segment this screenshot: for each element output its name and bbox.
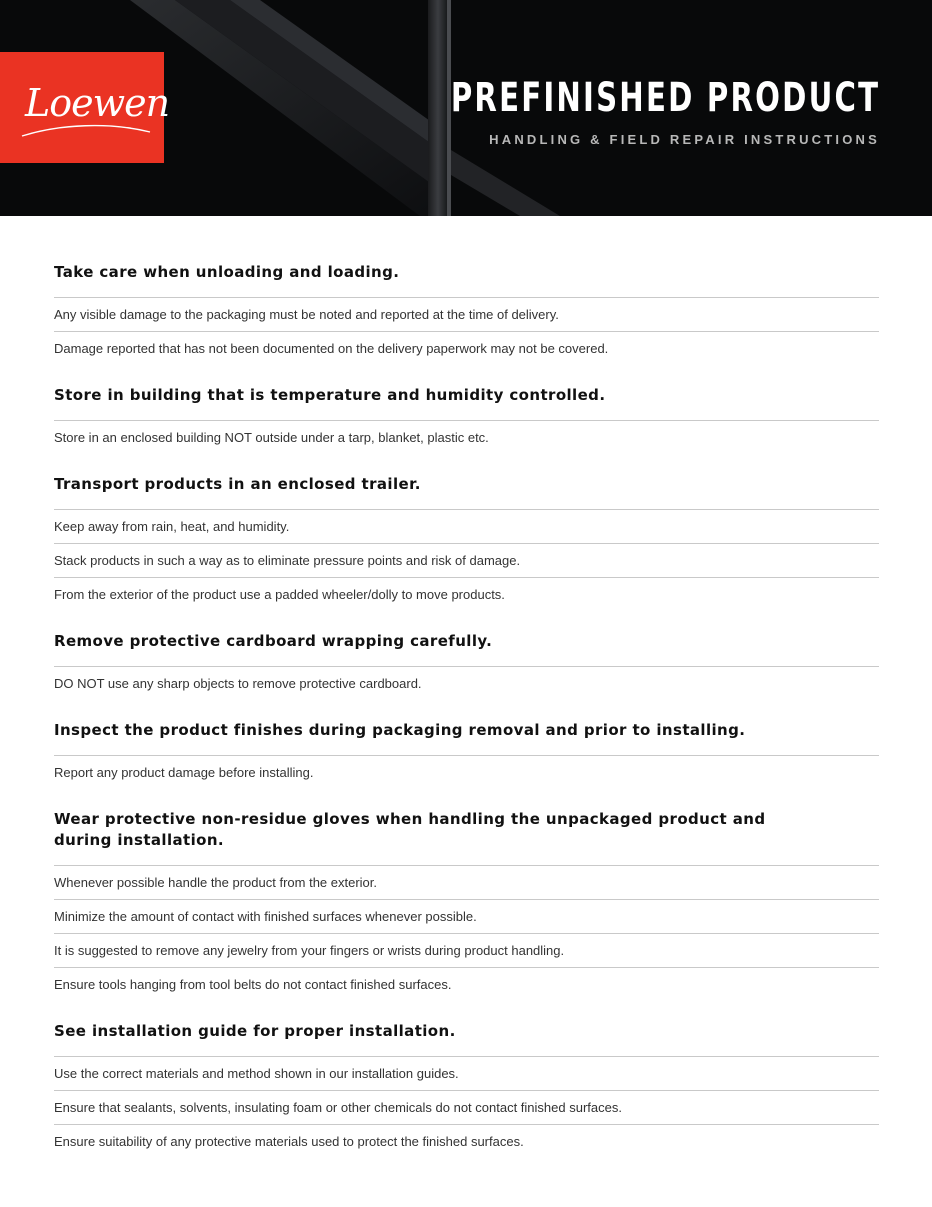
list-item: Store in an enclosed building NOT outside under a tarp, blanket, plastic etc. xyxy=(54,420,879,454)
list-item: Whenever possible handle the product from the exterior. xyxy=(54,865,879,899)
section-transport xyxy=(54,466,879,611)
section-unwrapping xyxy=(54,623,879,700)
logo-text: Loewen xyxy=(25,81,170,125)
list-item: Use the correct materials and method shown in our installation guides. xyxy=(54,1056,879,1090)
instructions-list xyxy=(54,254,879,1158)
section-unloading xyxy=(54,254,879,365)
list-item: Report any product damage before installing. xyxy=(54,755,879,789)
section-title: Store in building that is temperature and humidity controlled. xyxy=(54,386,606,404)
loewen-logo xyxy=(0,52,170,163)
section-installation xyxy=(54,1013,879,1158)
section-title: Transport products in an enclosed trailer. xyxy=(54,475,421,493)
section-title: Remove protective cardboard wrapping carefully. xyxy=(54,632,493,650)
list-item: It is suggested to remove any jewelry from your fingers or wrists during product handling. xyxy=(54,933,879,967)
list-item: Ensure that sealants, solvents, insulating foam or other chemicals do not contact finished surfaces. xyxy=(54,1090,879,1124)
list-item: Ensure suitability of any protective materials used to protect the finished surfaces. xyxy=(54,1124,879,1158)
section-gloves xyxy=(54,801,879,1001)
section-inspection xyxy=(54,712,879,789)
page-title: PREFINISHED PRODUCT xyxy=(450,75,880,121)
list-item: Stack products in such a way as to eliminate pressure points and risk of damage. xyxy=(54,543,879,577)
list-item: DO NOT use any sharp objects to remove protective cardboard. xyxy=(54,666,879,700)
section-title: Inspect the product finishes during packaging removal and prior to installing. xyxy=(54,721,746,739)
section-title: Take care when unloading and loading. xyxy=(54,263,400,281)
section-storage xyxy=(54,377,879,454)
section-title: Wear protective non-residue gloves when handling the unpackaged product and during installation. xyxy=(54,810,766,849)
section-title: See installation guide for proper installation. xyxy=(54,1022,456,1040)
header-banner xyxy=(0,0,932,216)
list-item: Minimize the amount of contact with finished surfaces whenever possible. xyxy=(54,899,879,933)
list-item: Keep away from rain, heat, and humidity. xyxy=(54,509,879,543)
list-item: From the exterior of the product use a padded wheeler/dolly to move products. xyxy=(54,577,879,611)
list-item: Damage reported that has not been documented on the delivery paperwork may not be covered. xyxy=(54,331,879,365)
page-subtitle: HANDLING & FIELD REPAIR INSTRUCTIONS xyxy=(489,132,880,147)
list-item: Any visible damage to the packaging must be noted and reported at the time of delivery. xyxy=(54,297,879,331)
list-item: Ensure tools hanging from tool belts do not contact finished surfaces. xyxy=(54,967,879,1001)
